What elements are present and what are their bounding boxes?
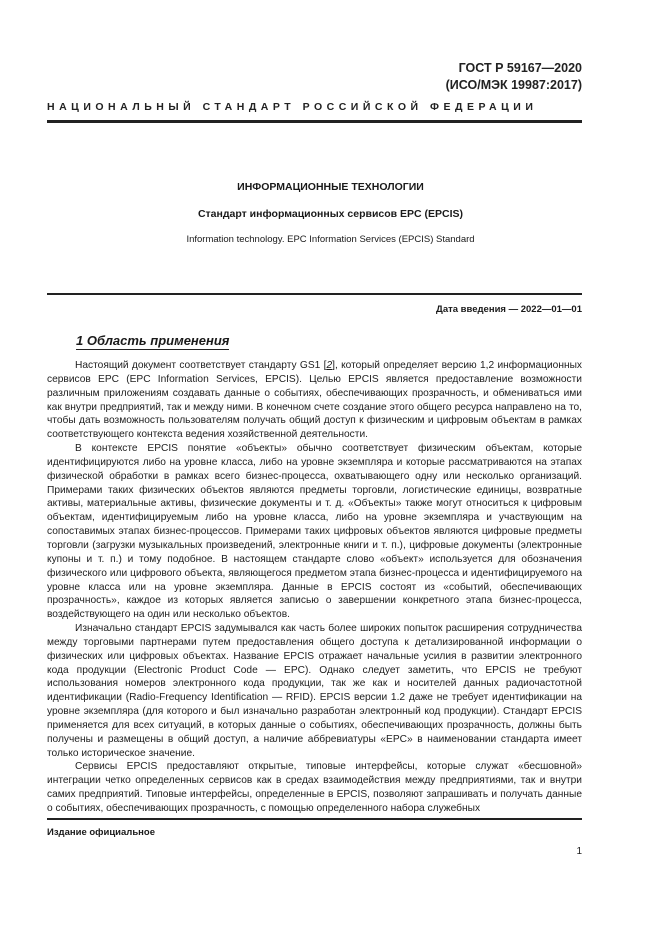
paragraph-3: Изначально стандарт EPCIS задумывался как часть более широких попыток расширения сотрудничества между торговыми партнерами путем предоставления общего доступа к детализированной информации о физических или цифровых объектах. Название EPCIS отражает начальные усилия в развитии электронного кода продукции (Electronic Product Code — EPC). Однако следует заметить, что EPCIS не требуют использования номеров электронного кода продукции, так же как и носителей данных радиочастотной идентификации (Radio-Frequency Identification — RFID). EPCIS версии 1.2 даже не требует идентификации на уровне экземпляра (для которого и был изначально разработан электронный код продукции). Стандарт EPCIS применяется для всех ситуаций, в которых данные о событиях, обеспечивающих прозрачность, должны быть получены и размещены в общий доступ, а наличие аббревиатуры «EPC» в наименовании стандарта имеет только историческое значение. <box>47 623 582 759</box>
document-subtitle: Стандарт информационных сервисов EPC (EPCIS) <box>197 208 464 220</box>
national-standard-banner: НАЦИОНАЛЬНЫЙ СТАНДАРТ РОССИЙСКОЙ ФЕДЕРАЦИИ <box>47 101 538 113</box>
gost-number: ГОСТ Р 59167—2020 <box>458 61 582 75</box>
paragraph-1: Настоящий документ соответствует стандарту GS1 [2], который определяет версию 1,2 информационных сервисов EPC (EPC Information Services, EPCIS). Целью EPCIS является предоставление возможности различным приложениям создавать данные о событиях, обеспечивающих прозрачность, и обмениваться ими как внутри предприятий, так и между ними. В конечном счете создание этого общего ресурса направлено на то, чтобы дать возможность пользователям получать общий доступ к физическим и цифровым объектам в рамках соответствующего контекста ведения хозяйственной деятельности. <box>47 360 583 441</box>
title-divider <box>47 293 582 295</box>
paragraph-4: Сервисы EPCIS предоставляют открытые, типовые интерфейсы, которые служат «бесшовной» интеграции четко определенных сервисов как в средах взаимодействия между предприятиями, так и внутри самих предприятий. Типовые интерфейсы, определенные в EPCIS, позволяют запрашивать и получать данные о событиях, обеспечивающих прозрачность, с помощью определенного набора служебных <box>47 761 582 814</box>
reference-link[interactable]: 2 <box>326 360 333 371</box>
section-heading: 1 Область применения <box>76 333 230 348</box>
footer-divider <box>47 818 582 820</box>
paragraph-2: В контексте EPCIS понятие «объекты» обычно соответствует физическим объектам, которые идентифицируются либо на уровне класса, либо на уровне экземпляра и которые рассматриваются на этапах физической обработки в рамках всего бизнес-процесса, охватывающего одну или несколько организаций. Примерами таких физических объектов являются предметы торговли, логистические единицы, возвратные активы, материальные активы, физические документы и т. д. «Объекты» также могут относиться к цифровым объектам, идентифицируемым либо на уровне класса, либо на уровне экземпляра и участвующим на сопоставимых этапах бизнес-процессов. Примерами таких цифровых объектов являются цифровые предметы торговли (загрузки музыкальных произведений, электронные книги и т. п.), цифровые документы (электронные купоны и т. п.) и тому подобное. В настоящем стандарте слово «объект» используется для обозначения физического или цифрового объекта, являющегося предметом этапа бизнес-процесса и идентифицируемого на уровне класса или на уровне экземпляра. Данные в EPCIS состоят из «событий, обеспечивающих прозрачность», каждое из которых является записью о завершении конкретного этапа бизнес-процесса, воздействующего на один или несколько объектов. <box>47 443 582 621</box>
official-edition-label: Издание официальное <box>47 827 155 838</box>
document-designation <box>446 60 582 94</box>
page-number: 1 <box>576 846 582 857</box>
document-title: ИНФОРМАЦИОННЫЕ ТЕХНОЛОГИИ <box>237 181 424 193</box>
body-text <box>47 359 582 816</box>
iso-number: (ИСО/МЭК 19987:2017) <box>445 78 582 92</box>
introduction-date: Дата введения — 2022—01—01 <box>436 304 582 315</box>
english-title: Information technology. EPC Information Services (EPCIS) Standard <box>186 234 475 245</box>
header-divider <box>47 120 582 123</box>
